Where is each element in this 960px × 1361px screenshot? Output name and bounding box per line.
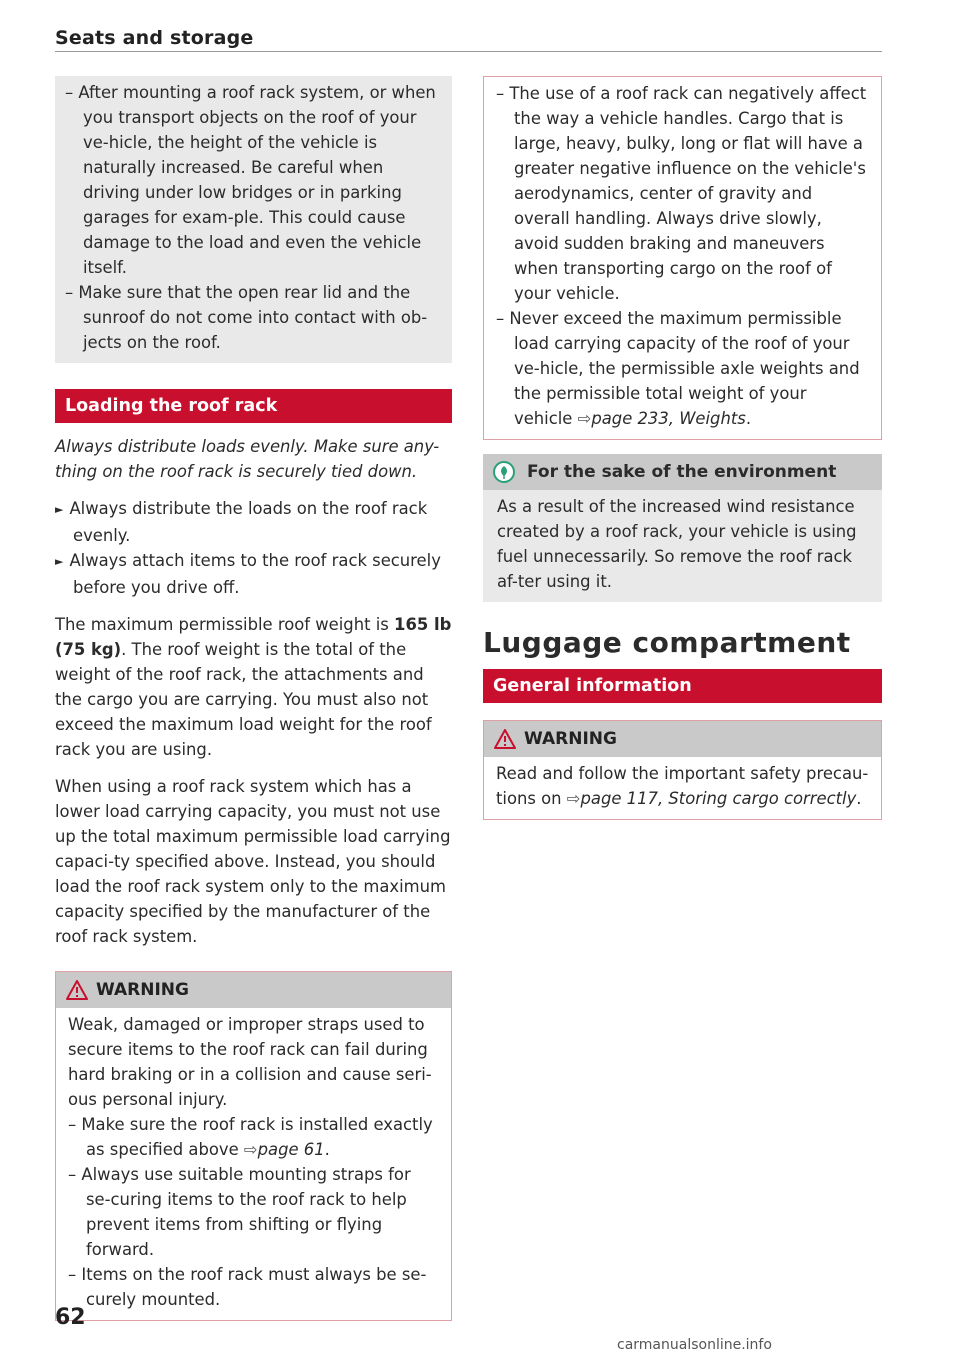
- warning-intro: Weak, damaged or improper straps used to secure items to the roof rack can fail during hard braking or in a collision and cause seri-ous personal injury.: [68, 1015, 432, 1109]
- arrow-right-icon: ⇨: [566, 789, 581, 808]
- warning-body: [56, 1008, 451, 1320]
- intro-box: [55, 76, 452, 363]
- warning-box: [55, 971, 452, 1321]
- max-weight-value: 165 lb (75 kg): [55, 615, 452, 659]
- left-column: [55, 76, 452, 1321]
- loading-roof-rack-heading: Loading the roof rack: [55, 389, 452, 423]
- intro-item-2: – Make sure that the open rear lid and the sunroof do not come into contact with ob-jects on the roof.: [65, 283, 428, 352]
- bullet-marker-icon: ►: [55, 555, 64, 568]
- page-ref-link[interactable]: page 117, Storing cargo correctly: [580, 789, 857, 808]
- environment-header: [483, 454, 882, 490]
- right-item-1: – The use of a roof rack can negatively affect the way a vehicle handles. Cargo that is large, heavy, bulky, long or flat will have a greater negative influence on the vehicle's aerodynamics, center of gravity and overall handling. Always drive slowly, avoid sudden braking and maneuvers when transporting cargo on the roof of your vehicle.: [496, 84, 867, 303]
- warning-title-2: WARNING: [524, 729, 617, 749]
- warning-header-2: [484, 721, 881, 757]
- warning-box-2: [483, 720, 882, 820]
- max-weight-paragraph: The maximum permissible roof weight is 165 lb (75 kg). The roof weight is the total of the weight of the roof rack, the attachments and the cargo you are carrying. You must also not exceed the maximum load weight for the roof rack you are using.: [55, 615, 452, 759]
- bullet-marker-icon: ►: [55, 503, 64, 516]
- watermark: carmanualsonline.info: [617, 1337, 772, 1353]
- loading-intro: Always distribute loads evenly. Make sure any-thing on the roof rack is securely tied down.: [55, 437, 440, 481]
- arrow-right-icon: ⇨: [577, 409, 592, 428]
- page-ref-link[interactable]: page 61: [257, 1140, 325, 1159]
- bullet-item-1: ► Always distribute the loads on the roof rack evenly.: [55, 499, 428, 545]
- luggage-compartment-heading: Luggage compartment: [483, 626, 851, 659]
- warning-header: [56, 972, 451, 1008]
- warning-triangle-icon: [494, 729, 516, 749]
- warning-item-2: – Always use suitable mounting straps for se-curing items to the roof rack to help prevent items from shifting or flying forward.: [68, 1165, 411, 1259]
- lower-capacity-paragraph: When using a roof rack system which has a lower load carrying capacity, you must not use up the total maximum permissible load carrying capaci-ty specified above. Instead, you should load the roof rack system only to the maximum capacity specified by the manufacturer of the roof rack system.: [55, 777, 451, 946]
- warning-item-1: – Make sure the roof rack is installed exactly as specified above ⇨page 61.: [68, 1115, 433, 1159]
- roof-rack-warning-continued: [483, 76, 882, 440]
- arrow-right-icon: ⇨: [243, 1140, 258, 1159]
- warning-title: WARNING: [96, 980, 189, 1000]
- environment-text: As a result of the increased wind resistance created by a roof rack, your vehicle is using fuel unnecessarily. So remove the roof rack af-ter using it.: [497, 497, 857, 591]
- page-number: 62: [55, 1305, 86, 1330]
- header-rule: [55, 51, 882, 52]
- section-header: Seats and storage: [55, 27, 254, 49]
- warning2-text: Read and follow the important safety precau-tions on ⇨page 117, Storing cargo correctly.: [496, 764, 869, 808]
- right-column: [483, 76, 882, 820]
- page-ref-link[interactable]: page 233, Weights: [591, 409, 746, 428]
- general-information-heading: General information: [483, 669, 882, 703]
- environment-box: [483, 454, 882, 602]
- warning-body-2: [484, 757, 881, 819]
- environment-leaf-icon: [493, 461, 515, 483]
- environment-title: For the sake of the environment: [527, 461, 837, 482]
- right-item-2: – Never exceed the maximum permissible load carrying capacity of the roof of your ve-hicle, the permissible axle weights and the permissible total weight of your vehicle ⇨page 233, Weights.: [496, 309, 860, 428]
- intro-item-1: – After mounting a roof rack system, or when you transport objects on the roof of your ve-hicle, the height of the vehicle is naturally increased. Be careful when driving under low bridges or in parking garages for exam-ple. This could cause damage to the load and even the vehicle itself.: [65, 83, 436, 277]
- environment-body: [483, 490, 882, 602]
- bullet-item-2: ► Always attach items to the roof rack securely before you drive off.: [55, 551, 441, 597]
- warning-item-3: – Items on the roof rack must always be se-curely mounted.: [68, 1265, 427, 1309]
- warning-triangle-icon: [66, 980, 88, 1000]
